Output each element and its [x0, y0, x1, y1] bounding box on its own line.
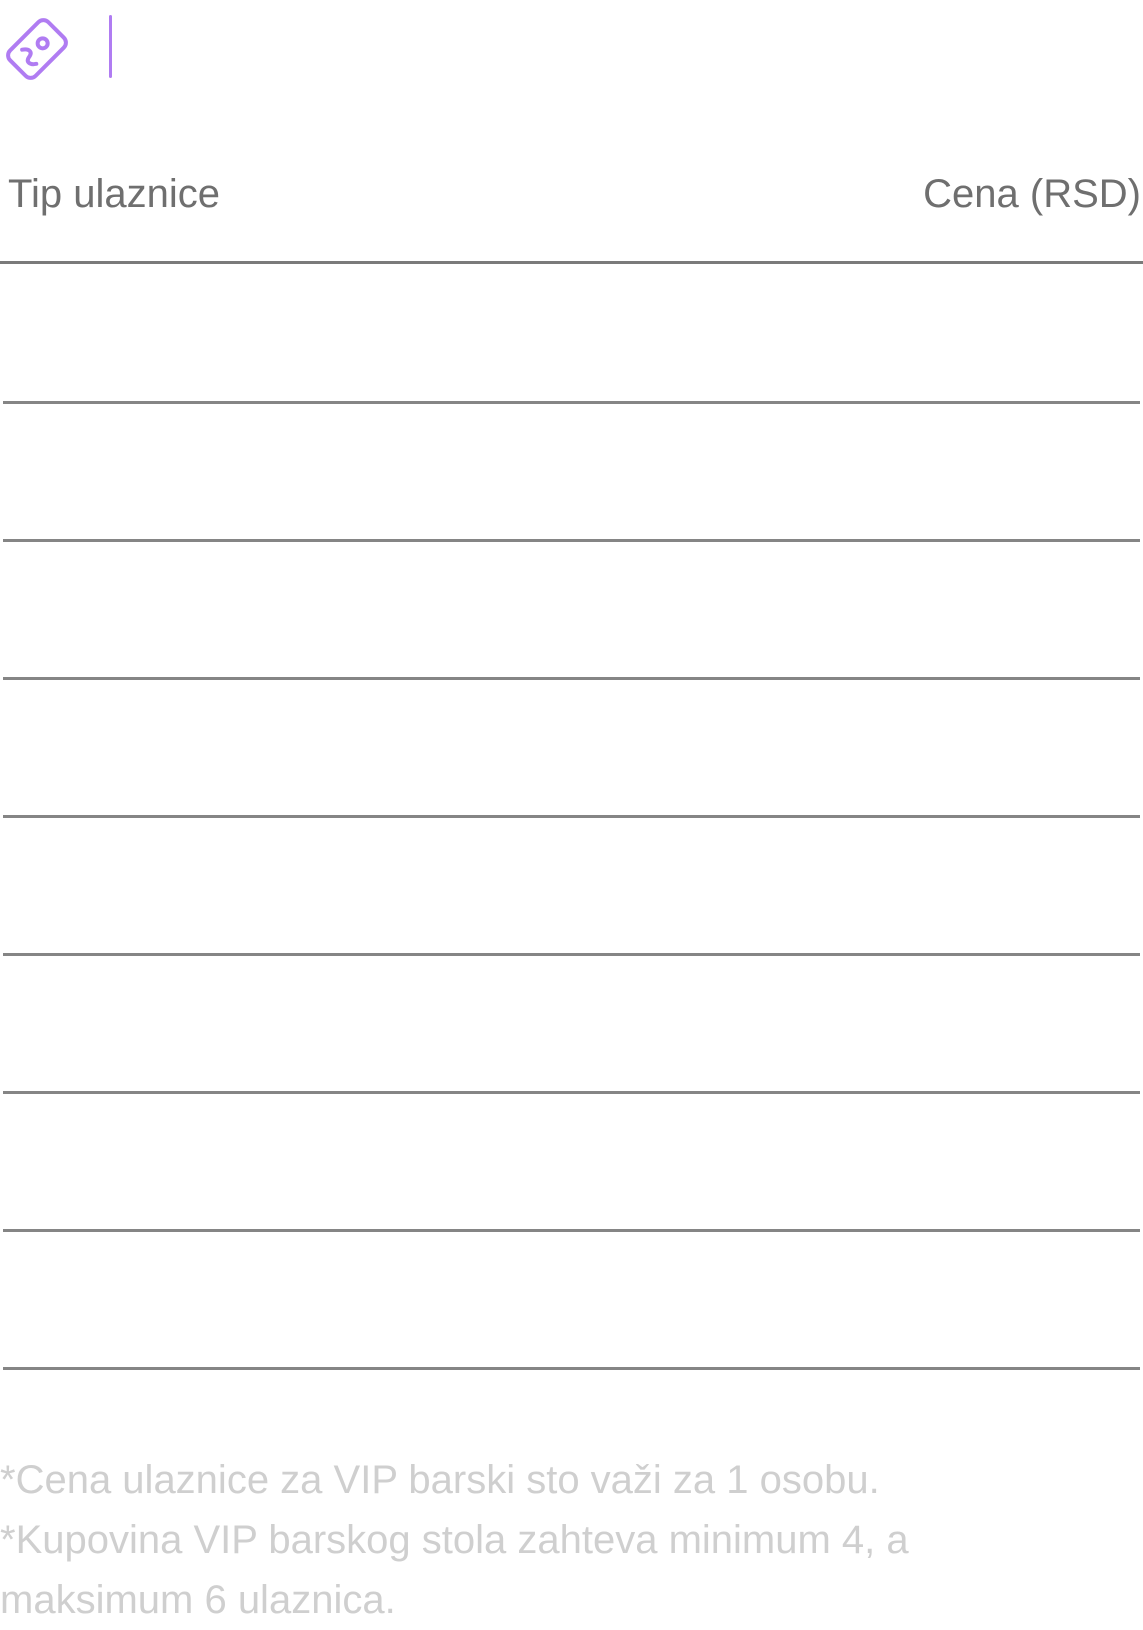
- note-vip-bar-table-minimum: *Kupovina VIP barskog stola zahteva minimum 4, a maksimum 6 ulaznica.: [0, 1518, 909, 1622]
- column-header-price: Cena (RSD): [923, 172, 1141, 216]
- table-row: [3, 539, 1140, 542]
- table-row: [3, 1367, 1140, 1370]
- table-row: [3, 815, 1140, 818]
- ticket-notes: [0, 1450, 1143, 1630]
- column-header-ticket-type: Tip ulaznice: [8, 172, 220, 216]
- header-divider: [109, 15, 112, 78]
- table-row: [3, 1091, 1140, 1094]
- table-row: [3, 1229, 1140, 1232]
- table-row: [3, 677, 1140, 680]
- ticket-icon: [2, 14, 72, 84]
- table-header: [0, 160, 1143, 264]
- header: [0, 0, 1143, 90]
- table-row: [3, 401, 1140, 404]
- note-vip-bar-table-price: *Cena ulaznice za VIP barski sto važi za 1 osobu.: [0, 1458, 880, 1502]
- table-row: [3, 953, 1140, 956]
